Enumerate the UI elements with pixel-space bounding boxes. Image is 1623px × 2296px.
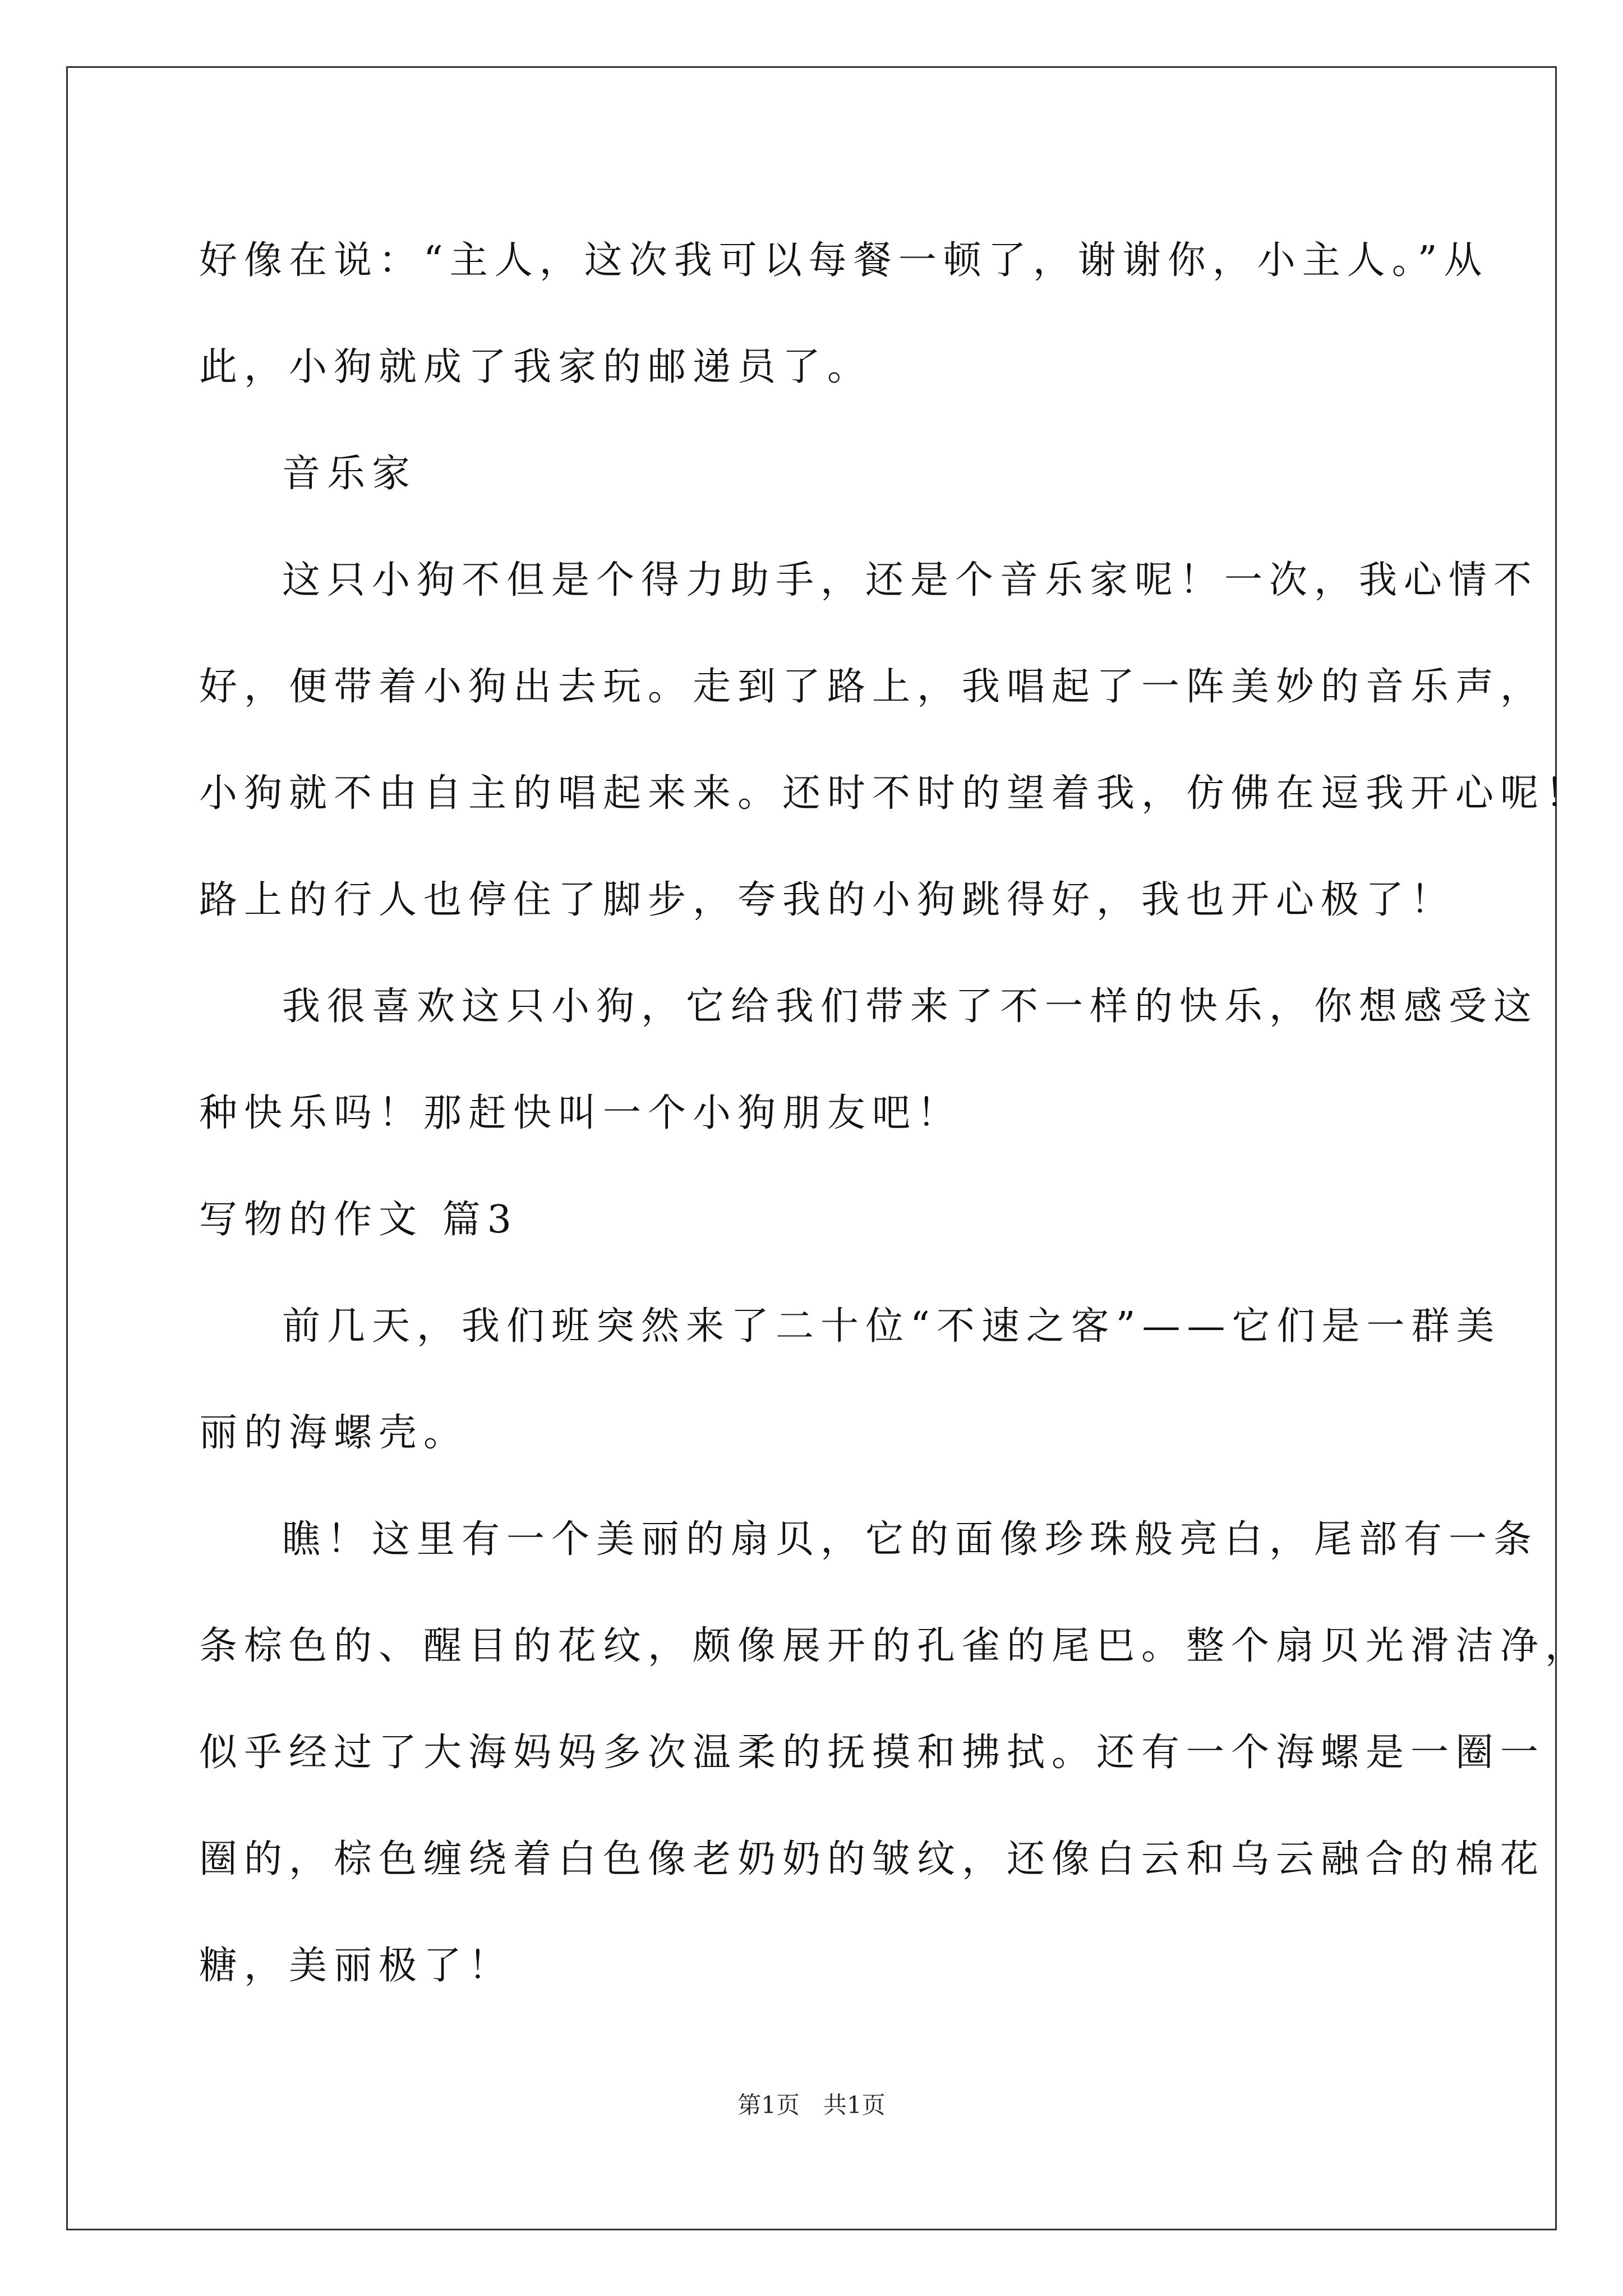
page-footer: 第1页 共1页	[737, 2091, 886, 2119]
text-line: 好，便带着小狗出去玩。走到了路上，我唱起了一阵美妙的音乐声，	[199, 665, 1546, 709]
text-line: 丽的海螺壳。	[199, 1411, 469, 1455]
text-line: 糖，美丽极了！	[199, 1944, 514, 1988]
text-line: 瞧！这里有一个美丽的扇贝，它的面像珍珠般亮白，尾部有一条	[282, 1517, 1539, 1562]
text-line: 好像在说：“主人，这次我可以每餐一顿了，谢谢你，小主人。”从	[199, 238, 1489, 283]
text-line: 圈的，棕色缠绕着白色像老奶奶的皱纹，还像白云和乌云融合的棉花	[199, 1837, 1546, 1881]
document-body	[199, 208, 1590, 2019]
text-line: 小狗就不由自主的唱起来来。还时不时的望着我，仿佛在逗我开心呢！	[199, 771, 1590, 816]
text-line: 种快乐吗！那赶快叫一个小狗朋友吧！	[199, 1091, 962, 1135]
text-line: 条棕色的、醒目的花纹，颇像展开的孔雀的尾巴。整个扇贝光滑洁净，	[199, 1624, 1590, 1668]
text-line: 前几天，我们班突然来了二十位“不速之客”——它们是一群美	[282, 1304, 1501, 1349]
text-line: 此，小狗就成了我家的邮递员了。	[199, 345, 873, 389]
text-line: 我很喜欢这只小狗，它给我们带来了不一样的快乐，你想感受这	[282, 984, 1539, 1029]
section-heading: 音乐家	[282, 452, 417, 496]
text-line: 这只小狗不但是个得力助手，还是个音乐家呢！一次，我心情不	[282, 558, 1539, 602]
article-title: 写物的作文 篇3	[199, 1198, 518, 1242]
text-line: 似乎经过了大海妈妈多次温柔的抚摸和拂拭。还有一个海螺是一圈一	[199, 1731, 1546, 1775]
text-line: 路上的行人也停住了脚步，夸我的小狗跳得好，我也开心极了！	[199, 878, 1456, 922]
